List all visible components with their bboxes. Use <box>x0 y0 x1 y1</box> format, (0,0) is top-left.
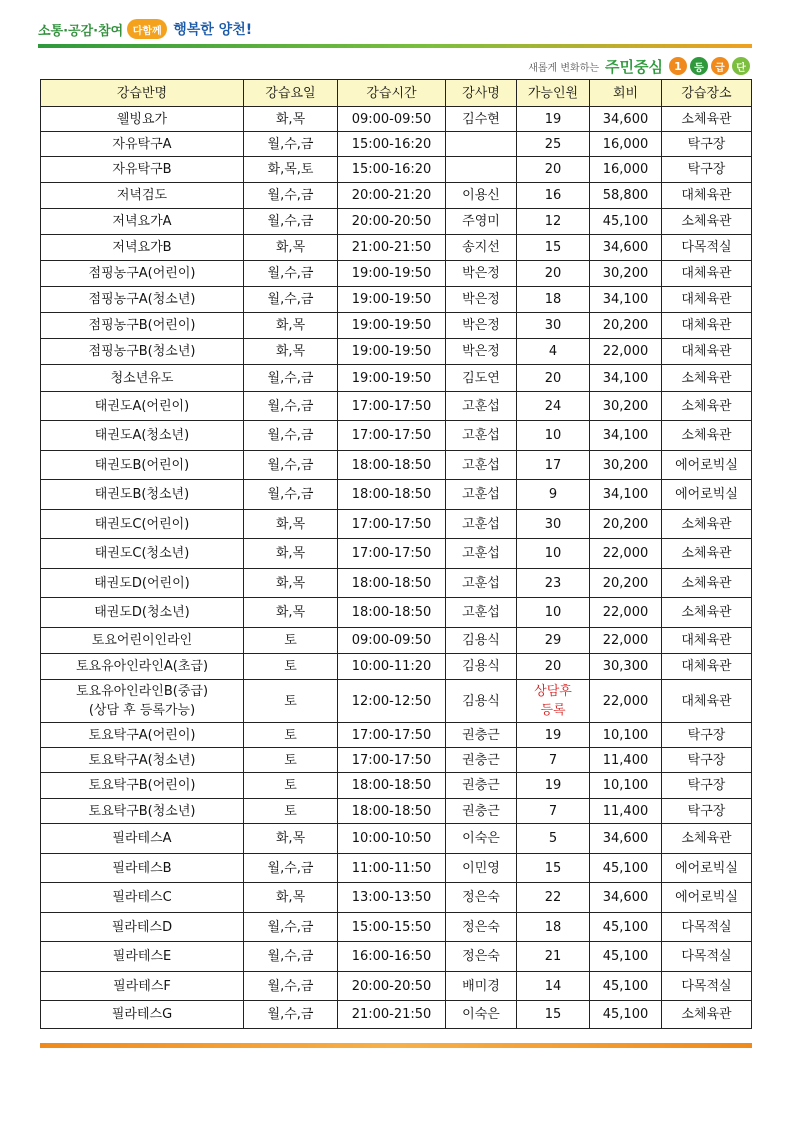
cell-location: 탁구장 <box>662 773 752 799</box>
cell-capacity: 20 <box>517 365 590 392</box>
cell-instructor: 박은정 <box>446 261 517 287</box>
cell-instructor: 박은정 <box>446 339 517 365</box>
cell-class-days: 월,수,금 <box>244 942 338 972</box>
cell-location: 대체육관 <box>662 261 752 287</box>
cell-class-time: 18:00-18:50 <box>338 451 446 480</box>
cell-class-time: 12:00-12:50 <box>338 680 446 723</box>
cell-class-time: 17:00-17:50 <box>338 748 446 773</box>
cell-fee: 34,100 <box>590 480 662 510</box>
cell-instructor: 권충근 <box>446 723 517 748</box>
cell-location: 대체육관 <box>662 287 752 313</box>
table-row <box>41 913 752 942</box>
cell-fee: 22,000 <box>590 598 662 628</box>
cell-class-days: 토 <box>244 773 338 799</box>
cell-capacity: 16 <box>517 183 590 209</box>
cell-instructor: 정은숙 <box>446 942 517 972</box>
cell-class-name: 토요탁구A(청소년) <box>41 748 244 773</box>
cell-fee: 22,000 <box>590 680 662 723</box>
cell-capacity: 12 <box>517 209 590 235</box>
table-row <box>41 261 752 287</box>
cell-capacity: 20 <box>517 654 590 680</box>
cell-class-days: 토 <box>244 799 338 824</box>
top-divider <box>38 44 752 48</box>
cell-capacity: 19 <box>517 723 590 748</box>
bottom-divider <box>40 1043 752 1048</box>
cell-location: 소체육관 <box>662 392 752 421</box>
cell-class-name: 필라테스G <box>41 1001 244 1029</box>
cell-class-time: 09:00-09:50 <box>338 107 446 132</box>
cell-class-name: 자유탁구A <box>41 132 244 157</box>
cell-class-days: 월,수,금 <box>244 1001 338 1029</box>
cell-fee: 16,000 <box>590 157 662 183</box>
cell-fee: 34,100 <box>590 421 662 451</box>
table-row <box>41 883 752 913</box>
cell-capacity: 17 <box>517 451 590 480</box>
cell-class-name: 점핑농구B(청소년) <box>41 339 244 365</box>
cell-location: 소체육관 <box>662 510 752 539</box>
slogan-text: 소통·공감·참여 <box>38 23 124 39</box>
cell-class-name: 자유탁구B <box>41 157 244 183</box>
cell-instructor: 고훈섭 <box>446 421 517 451</box>
cell-location: 다목적실 <box>662 942 752 972</box>
table-row <box>41 209 752 235</box>
cell-class-name: 저녁요가B <box>41 235 244 261</box>
cell-class-days: 월,수,금 <box>244 365 338 392</box>
class-schedule-table <box>40 79 752 1029</box>
header-instructor: 강사명 <box>446 80 517 107</box>
header-capacity: 가능인원 <box>517 80 590 107</box>
cell-capacity: 30 <box>517 510 590 539</box>
cell-fee: 45,100 <box>590 1001 662 1029</box>
cell-capacity: 25 <box>517 132 590 157</box>
cell-class-time: 19:00-19:50 <box>338 339 446 365</box>
cell-capacity: 5 <box>517 824 590 854</box>
table-row <box>41 598 752 628</box>
cell-class-name: 토요어린이인라인 <box>41 628 244 654</box>
cell-location: 소체육관 <box>662 365 752 392</box>
cell-class-name: 토요유아인라인B(중급) (상담 후 등록가능) <box>41 680 244 723</box>
cell-capacity: 20 <box>517 157 590 183</box>
cell-fee: 45,100 <box>590 913 662 942</box>
cell-class-name: 토요유아인라인A(초급) <box>41 654 244 680</box>
cell-class-days: 화,목 <box>244 235 338 261</box>
cell-location: 대체육관 <box>662 628 752 654</box>
cell-location: 소체육관 <box>662 539 752 569</box>
cell-class-time: 20:00-20:50 <box>338 209 446 235</box>
cell-class-time: 18:00-18:50 <box>338 799 446 824</box>
cell-location: 대체육관 <box>662 680 752 723</box>
table-row <box>41 1001 752 1029</box>
cell-fee: 11,400 <box>590 748 662 773</box>
table-row <box>41 773 752 799</box>
table-row <box>41 854 752 883</box>
cell-capacity: 상담후 등록 <box>517 680 590 723</box>
center-mark-2: 등 <box>690 57 708 75</box>
table-row <box>41 313 752 339</box>
cell-instructor: 김용식 <box>446 628 517 654</box>
tagline: 새롭게 변화하는 <box>528 62 600 74</box>
header-fee: 회비 <box>590 80 662 107</box>
cell-fee: 22,000 <box>590 339 662 365</box>
table-row <box>41 799 752 824</box>
header-class-days: 강습요일 <box>244 80 338 107</box>
cell-class-time: 19:00-19:50 <box>338 287 446 313</box>
cell-class-days: 화,목 <box>244 539 338 569</box>
cell-instructor: 고훈섭 <box>446 392 517 421</box>
cell-class-days: 화,목 <box>244 569 338 598</box>
cell-instructor: 박은정 <box>446 313 517 339</box>
cell-fee: 22,000 <box>590 539 662 569</box>
cell-class-name: 필라테스E <box>41 942 244 972</box>
cell-class-days: 화,목 <box>244 339 338 365</box>
cell-class-time: 17:00-17:50 <box>338 510 446 539</box>
cell-class-days: 월,수,금 <box>244 972 338 1001</box>
cell-class-time: 20:00-20:50 <box>338 972 446 1001</box>
cell-location: 대체육관 <box>662 313 752 339</box>
cell-class-time: 20:00-21:20 <box>338 183 446 209</box>
cell-class-name: 태권도A(어린이) <box>41 392 244 421</box>
cell-class-name: 저녁검도 <box>41 183 244 209</box>
cell-class-name: 태권도B(어린이) <box>41 451 244 480</box>
cell-class-days: 월,수,금 <box>244 392 338 421</box>
cell-capacity: 15 <box>517 854 590 883</box>
center-mark-4: 단 <box>732 57 750 75</box>
cell-class-days: 토 <box>244 723 338 748</box>
cell-class-days: 월,수,금 <box>244 854 338 883</box>
cell-fee: 34,600 <box>590 107 662 132</box>
cell-class-time: 17:00-17:50 <box>338 392 446 421</box>
cell-capacity: 14 <box>517 972 590 1001</box>
cell-instructor: 이숙은 <box>446 824 517 854</box>
cell-fee: 45,100 <box>590 972 662 1001</box>
table-row <box>41 235 752 261</box>
cell-fee: 34,100 <box>590 287 662 313</box>
cell-class-name: 필라테스B <box>41 854 244 883</box>
center-mark-one: 1 <box>669 57 687 75</box>
cell-class-days: 토 <box>244 628 338 654</box>
cell-capacity: 23 <box>517 569 590 598</box>
cell-class-days: 월,수,금 <box>244 421 338 451</box>
cell-location: 에어로빅실 <box>662 451 752 480</box>
cell-class-time: 18:00-18:50 <box>338 598 446 628</box>
cell-fee: 22,000 <box>590 628 662 654</box>
cell-class-time: 18:00-18:50 <box>338 569 446 598</box>
cell-class-time: 17:00-17:50 <box>338 421 446 451</box>
cell-location: 소체육관 <box>662 107 752 132</box>
cell-capacity: 21 <box>517 942 590 972</box>
slogan-badge: 다함께 <box>127 19 167 39</box>
cell-class-days: 월,수,금 <box>244 287 338 313</box>
table-row <box>41 183 752 209</box>
cell-fee: 34,100 <box>590 365 662 392</box>
cell-class-name: 토요탁구B(청소년) <box>41 799 244 824</box>
cell-class-time: 17:00-17:50 <box>338 539 446 569</box>
cell-fee: 58,800 <box>590 183 662 209</box>
cell-class-days: 화,목,토 <box>244 157 338 183</box>
cell-location: 소체육관 <box>662 1001 752 1029</box>
cell-fee: 34,600 <box>590 824 662 854</box>
cell-instructor: 이용신 <box>446 183 517 209</box>
cell-class-time: 15:00-15:50 <box>338 913 446 942</box>
cell-class-name: 태권도A(청소년) <box>41 421 244 451</box>
table-row <box>41 654 752 680</box>
cell-fee: 20,200 <box>590 510 662 539</box>
cell-capacity: 20 <box>517 261 590 287</box>
cell-location: 소체육관 <box>662 598 752 628</box>
center-name: 주민중심 <box>605 57 663 76</box>
cell-class-days: 화,목 <box>244 313 338 339</box>
cell-capacity: 10 <box>517 598 590 628</box>
cell-class-days: 월,수,금 <box>244 913 338 942</box>
cell-instructor: 김수현 <box>446 107 517 132</box>
cell-location: 소체육관 <box>662 824 752 854</box>
table-row <box>41 942 752 972</box>
cell-fee: 45,100 <box>590 854 662 883</box>
table-row <box>41 569 752 598</box>
cell-capacity: 7 <box>517 748 590 773</box>
table-row <box>41 287 752 313</box>
cell-class-days: 월,수,금 <box>244 132 338 157</box>
cell-capacity: 19 <box>517 773 590 799</box>
cell-class-time: 15:00-16:20 <box>338 157 446 183</box>
table-header-row <box>41 80 752 107</box>
cell-fee: 10,100 <box>590 773 662 799</box>
cell-class-days: 토 <box>244 680 338 723</box>
table-row <box>41 824 752 854</box>
cell-location: 탁구장 <box>662 723 752 748</box>
header-class-time: 강습시간 <box>338 80 446 107</box>
cell-capacity: 10 <box>517 539 590 569</box>
cell-instructor: 고훈섭 <box>446 569 517 598</box>
cell-capacity: 18 <box>517 913 590 942</box>
cell-instructor: 고훈섭 <box>446 539 517 569</box>
cell-class-name: 점핑농구B(어린이) <box>41 313 244 339</box>
cell-location: 다목적실 <box>662 972 752 1001</box>
cell-fee: 34,600 <box>590 235 662 261</box>
cell-capacity: 9 <box>517 480 590 510</box>
cell-class-name: 점핑농구A(어린이) <box>41 261 244 287</box>
table-row <box>41 539 752 569</box>
cell-instructor: 고훈섭 <box>446 510 517 539</box>
cell-capacity: 15 <box>517 1001 590 1029</box>
cell-class-days: 화,목 <box>244 598 338 628</box>
cell-instructor: 박은정 <box>446 287 517 313</box>
cell-location: 탁구장 <box>662 157 752 183</box>
cell-instructor: 이민영 <box>446 854 517 883</box>
cell-class-days: 토 <box>244 654 338 680</box>
cell-class-days: 월,수,금 <box>244 451 338 480</box>
cell-fee: 34,600 <box>590 883 662 913</box>
cell-location: 소체육관 <box>662 421 752 451</box>
cell-class-name: 필라테스A <box>41 824 244 854</box>
cell-capacity: 24 <box>517 392 590 421</box>
cell-instructor: 김용식 <box>446 654 517 680</box>
cell-capacity: 29 <box>517 628 590 654</box>
cell-class-time: 13:00-13:50 <box>338 883 446 913</box>
cell-class-name: 토요탁구B(어린이) <box>41 773 244 799</box>
cell-instructor: 배미경 <box>446 972 517 1001</box>
cell-location: 탁구장 <box>662 799 752 824</box>
slogan-city: 행복한 양천! <box>173 22 253 38</box>
table-row <box>41 339 752 365</box>
cell-class-name: 태권도D(청소년) <box>41 598 244 628</box>
cell-class-days: 월,수,금 <box>244 261 338 287</box>
table-row <box>41 365 752 392</box>
cell-instructor: 고훈섭 <box>446 480 517 510</box>
cell-class-days: 화,목 <box>244 883 338 913</box>
cell-instructor: 이숙은 <box>446 1001 517 1029</box>
cell-instructor: 고훈섭 <box>446 451 517 480</box>
header-class-name: 강습반명 <box>41 80 244 107</box>
cell-class-time: 19:00-19:50 <box>338 365 446 392</box>
cell-location: 대체육관 <box>662 183 752 209</box>
cell-capacity: 4 <box>517 339 590 365</box>
table-row <box>41 392 752 421</box>
cell-capacity: 7 <box>517 799 590 824</box>
cell-capacity: 30 <box>517 313 590 339</box>
cell-fee: 20,200 <box>590 313 662 339</box>
table-row <box>41 157 752 183</box>
cell-class-time: 15:00-16:20 <box>338 132 446 157</box>
cell-fee: 30,200 <box>590 451 662 480</box>
cell-class-days: 화,목 <box>244 824 338 854</box>
cell-class-name: 청소년유도 <box>41 365 244 392</box>
table-row <box>41 723 752 748</box>
top-slogan <box>38 18 252 40</box>
cell-class-time: 10:00-10:50 <box>338 824 446 854</box>
cell-capacity: 15 <box>517 235 590 261</box>
cell-class-days: 월,수,금 <box>244 209 338 235</box>
table-row <box>41 480 752 510</box>
cell-fee: 16,000 <box>590 132 662 157</box>
cell-class-name: 토요탁구A(어린이) <box>41 723 244 748</box>
cell-instructor: 고훈섭 <box>446 598 517 628</box>
cell-fee: 11,400 <box>590 799 662 824</box>
center-slogan <box>528 54 750 78</box>
cell-location: 다목적실 <box>662 235 752 261</box>
cell-instructor: 권충근 <box>446 799 517 824</box>
cell-class-name: 태권도C(어린이) <box>41 510 244 539</box>
cell-class-days: 토 <box>244 748 338 773</box>
cell-location: 탁구장 <box>662 132 752 157</box>
cell-instructor: 권충근 <box>446 773 517 799</box>
table-row <box>41 972 752 1001</box>
cell-class-days: 월,수,금 <box>244 480 338 510</box>
table-row <box>41 628 752 654</box>
cell-class-time: 17:00-17:50 <box>338 723 446 748</box>
cell-location: 에어로빅실 <box>662 883 752 913</box>
cell-class-name: 점핑농구A(청소년) <box>41 287 244 313</box>
cell-class-name: 저녁요가A <box>41 209 244 235</box>
cell-location: 소체육관 <box>662 209 752 235</box>
cell-fee: 20,200 <box>590 569 662 598</box>
cell-capacity: 18 <box>517 287 590 313</box>
cell-class-days: 화,목 <box>244 107 338 132</box>
cell-capacity: 10 <box>517 421 590 451</box>
cell-fee: 45,100 <box>590 942 662 972</box>
cell-fee: 10,100 <box>590 723 662 748</box>
cell-fee: 30,200 <box>590 392 662 421</box>
cell-fee: 45,100 <box>590 209 662 235</box>
cell-class-name: 웰빙요가 <box>41 107 244 132</box>
table-row <box>41 107 752 132</box>
cell-capacity: 22 <box>517 883 590 913</box>
cell-instructor: 김용식 <box>446 680 517 723</box>
table-row <box>41 680 752 723</box>
cell-class-time: 10:00-11:20 <box>338 654 446 680</box>
cell-fee: 30,200 <box>590 261 662 287</box>
cell-class-name: 필라테스F <box>41 972 244 1001</box>
cell-location: 소체육관 <box>662 569 752 598</box>
cell-capacity: 19 <box>517 107 590 132</box>
center-mark-3: 급 <box>711 57 729 75</box>
header-location: 강습장소 <box>662 80 752 107</box>
table-row <box>41 451 752 480</box>
cell-class-name: 태권도D(어린이) <box>41 569 244 598</box>
cell-class-time: 21:00-21:50 <box>338 235 446 261</box>
cell-instructor: 주영미 <box>446 209 517 235</box>
cell-location: 에어로빅실 <box>662 854 752 883</box>
table-row <box>41 132 752 157</box>
cell-class-time: 16:00-16:50 <box>338 942 446 972</box>
cell-instructor: 김도연 <box>446 365 517 392</box>
cell-class-time: 21:00-21:50 <box>338 1001 446 1029</box>
cell-class-time: 09:00-09:50 <box>338 628 446 654</box>
cell-class-time: 18:00-18:50 <box>338 480 446 510</box>
table-row <box>41 748 752 773</box>
cell-class-time: 19:00-19:50 <box>338 313 446 339</box>
cell-class-name: 태권도C(청소년) <box>41 539 244 569</box>
cell-class-name: 필라테스D <box>41 913 244 942</box>
cell-class-name: 태권도B(청소년) <box>41 480 244 510</box>
cell-class-days: 화,목 <box>244 510 338 539</box>
cell-location: 대체육관 <box>662 654 752 680</box>
cell-location: 다목적실 <box>662 913 752 942</box>
cell-instructor <box>446 157 517 183</box>
cell-instructor: 정은숙 <box>446 883 517 913</box>
table-row <box>41 421 752 451</box>
cell-instructor: 정은숙 <box>446 913 517 942</box>
table-row <box>41 510 752 539</box>
cell-instructor <box>446 132 517 157</box>
cell-instructor: 권충근 <box>446 748 517 773</box>
cell-instructor: 송지선 <box>446 235 517 261</box>
cell-location: 에어로빅실 <box>662 480 752 510</box>
cell-class-days: 월,수,금 <box>244 183 338 209</box>
cell-class-name: 필라테스C <box>41 883 244 913</box>
cell-class-time: 18:00-18:50 <box>338 773 446 799</box>
cell-location: 탁구장 <box>662 748 752 773</box>
cell-class-time: 19:00-19:50 <box>338 261 446 287</box>
cell-location: 대체육관 <box>662 339 752 365</box>
cell-class-time: 11:00-11:50 <box>338 854 446 883</box>
cell-fee: 30,300 <box>590 654 662 680</box>
